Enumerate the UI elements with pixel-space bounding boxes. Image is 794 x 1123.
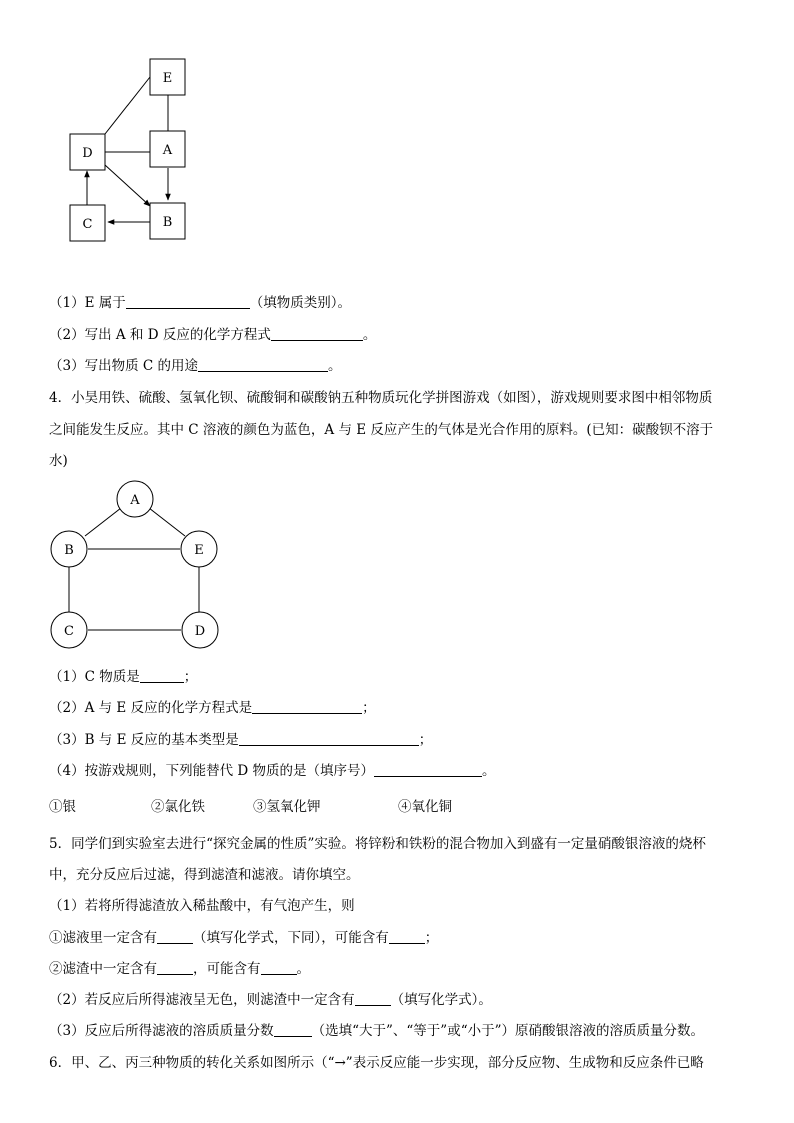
edge-a-e bbox=[149, 508, 185, 536]
option-4[interactable]: ④氧化铜 bbox=[398, 799, 452, 815]
circle-a-label: A bbox=[130, 493, 140, 508]
box-a-label: A bbox=[162, 143, 173, 158]
arrow-d-b bbox=[105, 165, 150, 206]
q3-sub1: （1）E 属于 （填物质类别）。 bbox=[49, 295, 351, 311]
q5-stem-line2: 中，充分反应后过滤，得到滤渣和滤液。请你填空。 bbox=[49, 867, 360, 883]
answer-blank[interactable] bbox=[198, 357, 328, 372]
circle-d-label: D bbox=[194, 624, 206, 639]
answer-blank[interactable] bbox=[274, 1022, 312, 1037]
q5-sub2: （2）若反应后所得滤液呈无色，则滤渣中一定含有 （填写化学式）。 bbox=[49, 992, 492, 1008]
q5-sub1: （1）若将所得滤渣放入稀盐酸中，有气泡产生，则 bbox=[49, 898, 355, 914]
q4-sub3: （3）B 与 E 反应的基本类型是 ； bbox=[49, 732, 433, 748]
circle-e-label: E bbox=[194, 543, 204, 558]
answer-blank[interactable] bbox=[374, 762, 482, 777]
q6-stem-line1: 6．甲、乙、丙三种物质的转化关系如图所示（“→”表示反应能一步实现，部分反应物、生成物和反应条件已略 bbox=[49, 1055, 704, 1071]
option-1[interactable]: ①银 bbox=[49, 799, 76, 815]
circle-b-label: B bbox=[64, 543, 74, 558]
q4-stem-line1: 4．小昊用铁、硫酸、氢氧化钡、硫酸铜和碳酸钠五种物质玩化学拼图游戏（如图），游戏规则要求图中相邻物质 bbox=[49, 390, 713, 406]
q3-sub2: （2）写出 A 和 D 反应的化学方程式 。 bbox=[49, 327, 377, 343]
answer-blank[interactable] bbox=[252, 699, 362, 714]
option-3[interactable]: ③氢氧化钾 bbox=[253, 799, 321, 815]
q4-sub1: （1）C 物质是 ； bbox=[49, 669, 198, 685]
circle-c-label: C bbox=[64, 624, 74, 639]
answer-blank[interactable] bbox=[271, 326, 363, 341]
edge-d-e bbox=[105, 77, 150, 134]
q4-stem-line3: 水) bbox=[49, 453, 68, 469]
q4-stem-line2: 之间能发生反应。其中 C 溶液的颜色为蓝色，A 与 E 反应产生的气体是光合作用的原料。(已知：碳酸钡不溶于 bbox=[49, 422, 714, 438]
q4-sub2: （2）A 与 E 反应的化学方程式是 ； bbox=[49, 700, 376, 716]
box-c-label: C bbox=[82, 217, 93, 232]
q3-sub3: （3）写出物质 C 的用途 。 bbox=[49, 358, 342, 374]
q5-sub1-part2: ②滤渣中一定含有 ，可能含有 。 bbox=[49, 961, 310, 977]
q4-sub4: （4）按游戏规则，下列能替代 D 物质的是（填序号） 。 bbox=[49, 763, 496, 779]
option-2[interactable]: ②氯化铁 bbox=[151, 799, 205, 815]
substance-box-diagram bbox=[60, 50, 230, 250]
answer-blank[interactable] bbox=[389, 929, 425, 944]
answer-blank[interactable] bbox=[140, 668, 184, 683]
answer-blank[interactable] bbox=[126, 294, 250, 309]
puzzle-circle-diagram bbox=[40, 475, 240, 655]
edge-a-b bbox=[85, 508, 121, 536]
q5-sub1-part1: ①滤液里一定含有 （填写化学式，下同），可能含有 ； bbox=[49, 930, 439, 946]
box-e-label: E bbox=[162, 71, 173, 86]
box-d-label: D bbox=[82, 146, 93, 161]
answer-blank[interactable] bbox=[261, 960, 297, 975]
answer-blank[interactable] bbox=[157, 929, 193, 944]
q5-stem-line1: 5．同学们到实验室去进行“探究金属的性质”实验。将锌粉和铁粉的混合物加入到盛有一定量硝酸银溶液的烧杯 bbox=[49, 836, 706, 852]
answer-blank[interactable] bbox=[355, 991, 391, 1006]
answer-blank[interactable] bbox=[157, 960, 193, 975]
q5-sub3: （3）反应后所得滤液的溶质质量分数 （选填“大于”、“等于”或“小于”）原硝酸银溶液的溶质质量分数。 bbox=[49, 1023, 705, 1039]
answer-blank[interactable] bbox=[239, 731, 419, 746]
box-b-label: B bbox=[162, 215, 173, 230]
